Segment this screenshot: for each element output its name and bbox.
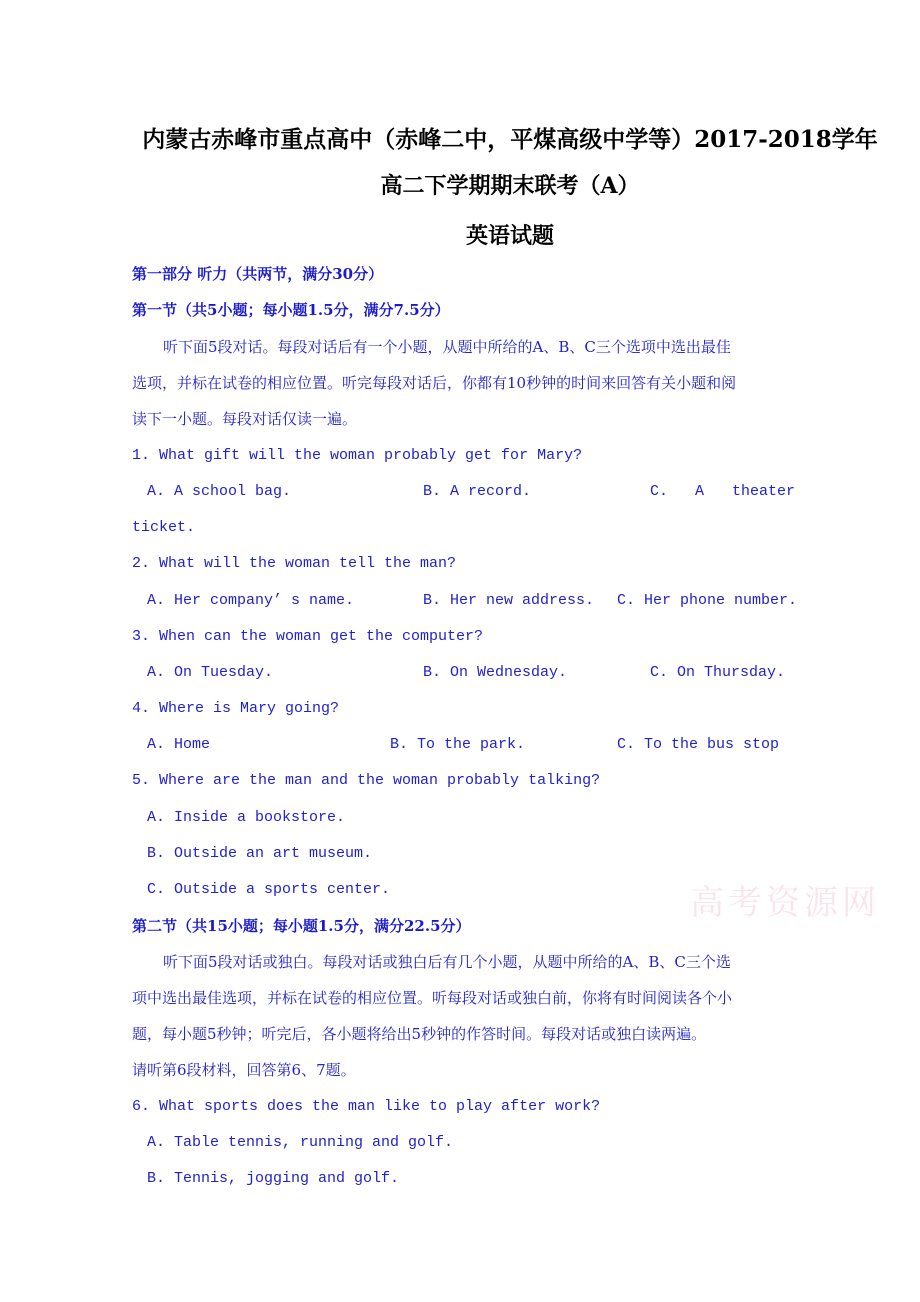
option-c: C. Her phone number.	[617, 592, 798, 609]
section1-instruction-line: 选项，并标在试卷的相应位置。听完每段对话后，你都有10秒钟的时间来回答有关小题和阅	[132, 374, 737, 392]
option-c: C.	[650, 483, 669, 500]
watermark-text: 高考资源网	[690, 883, 880, 923]
section2-instruction-line: 听下面5段对话或独白。每段对话或独白后有几个小题，从题中所给的A、B、C三个选	[163, 953, 731, 971]
part1-heading: 第一部分 听力（共两节，满分30分）	[132, 265, 384, 283]
exam-title-line2: 高二下学期期末联考（A）	[380, 173, 640, 199]
section2-instruction-line: 项中选出最佳选项，并标在试卷的相应位置。听每段对话或独白前，你将有时间阅读各个小	[132, 989, 733, 1007]
option-b: B. To the park.	[390, 736, 526, 753]
option-a: A. Her company’ s name.	[147, 592, 355, 609]
question-stem: 1. What gift will the woman probably get for Mary?	[132, 447, 583, 464]
option-c: C. To the bus stop	[617, 736, 780, 753]
question-stem: 6. What sports does the man like to play after work?	[132, 1098, 601, 1115]
section2-instruction-line: 题，每小题5秒钟；听完后，各小题将给出5秒钟的作答时间。每段对话或独白读两遍。	[132, 1025, 707, 1043]
option-a: A. A school bag.	[147, 483, 292, 500]
option-c-word: A	[695, 483, 705, 500]
option-c: C. Outside a sports center.	[147, 881, 391, 898]
section1-instruction-line: 听下面5段对话。每段对话后有一个小题，从题中所给的A、B、C三个选项中选出最佳	[163, 338, 731, 356]
section1-instruction-line: 读下一小题。每段对话仅读一遍。	[132, 410, 358, 428]
option-c: C. On Thursday.	[650, 664, 786, 681]
question-stem: 3. When can the woman get the computer?	[132, 628, 484, 645]
option-b: B. Outside an art museum.	[147, 845, 373, 862]
question-stem: 2. What will the woman tell the man?	[132, 555, 457, 572]
option-c-wrap: ticket.	[132, 519, 196, 536]
question-stem: 5. Where are the man and the woman probably talking?	[132, 772, 601, 789]
option-b: B. A record.	[423, 483, 532, 500]
question-stem: 4. Where is Mary going?	[132, 700, 340, 717]
option-a: A. On Tuesday.	[147, 664, 274, 681]
exam-title-line1: 内蒙古赤峰市重点高中（赤峰二中，平煤高级中学等）2017-2018学年	[142, 126, 878, 153]
option-b: B. On Wednesday.	[423, 664, 568, 681]
option-a: A. Table tennis, running and golf.	[147, 1134, 454, 1151]
option-c-word: theater	[732, 483, 796, 500]
option-b: B. Tennis, jogging and golf.	[147, 1170, 400, 1187]
exam-subject: 英语试题	[465, 223, 554, 249]
section2-heading: 第二节（共15小题；每小题1.5分，满分22.5分）	[132, 917, 471, 935]
material-note: 请听第6段材料，回答第6、7题。	[132, 1061, 356, 1079]
option-b: B. Her new address.	[423, 592, 595, 609]
option-a: A. Inside a bookstore.	[147, 809, 346, 826]
section1-heading: 第一节（共5小题；每小题1.5分，满分7.5分）	[132, 301, 450, 319]
option-a: A. Home	[147, 736, 211, 753]
